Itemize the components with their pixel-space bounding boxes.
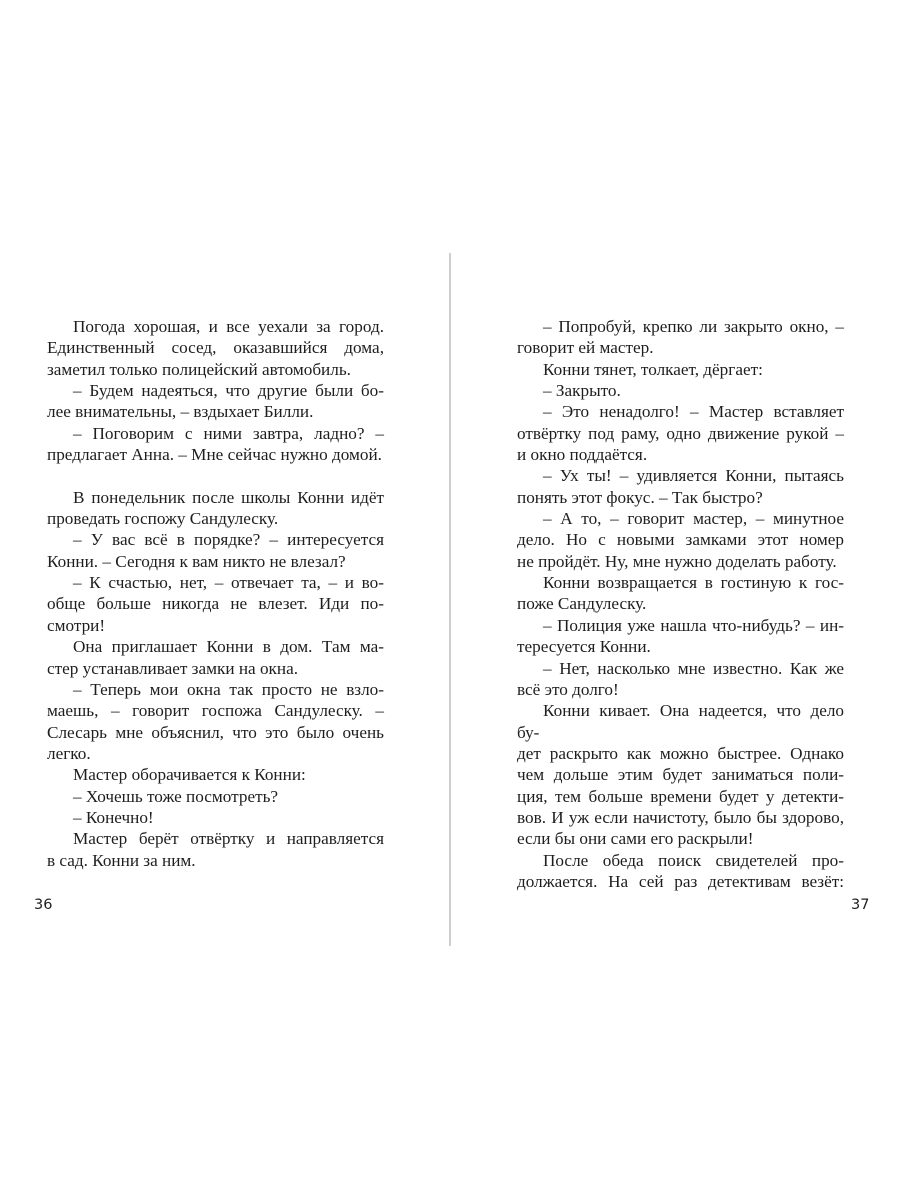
text-line: Мастер берёт отвёртку и направляется	[73, 829, 384, 849]
text-line: Погода хорошая, и все уехали за город.	[73, 317, 384, 336]
text-line: – Конечно!	[73, 807, 154, 827]
text-line: и окно поддаётся.	[517, 445, 648, 465]
text-line: – Хочешь тоже посмотреть?	[73, 786, 279, 806]
text-line: – Ух ты! – удивляется Конни, пытаясь	[543, 466, 844, 486]
text-line: – Теперь мои окна так просто не взло-	[73, 679, 384, 699]
paragraph	[47, 423, 384, 466]
text-line: дело. Но с новыми замками этот номер	[517, 530, 844, 550]
text-line: проведать госпожу Сандулеску.	[47, 509, 279, 529]
text-line: – А то, – говорит мастер, – минутное	[543, 509, 844, 529]
text-line: смотри!	[47, 615, 106, 635]
text-line: Мастер оборачивается к Конни:	[73, 765, 306, 785]
paragraph	[517, 850, 844, 893]
text-line: заметил только полицейский автомобиль.	[47, 359, 351, 379]
text-line: Конни кивает. Она надеется, что дело бу-	[517, 701, 844, 742]
left-page-text	[47, 316, 384, 871]
text-line: ция, тем больше времени будет у детекти-	[517, 786, 844, 806]
text-line: вов. И уж если начистоту, было бы здорово,	[517, 807, 844, 827]
paragraph	[517, 572, 844, 615]
text-line: легко.	[47, 743, 91, 763]
text-line: понять этот фокус. – Так быстро?	[517, 487, 763, 507]
text-line: предлагает Анна. – Мне сейчас нужно домой.	[47, 445, 382, 465]
text-line: – Это ненадолго! – Мастер вставляет	[543, 402, 844, 422]
text-line: отвёртку под раму, одно движение рукой –	[517, 423, 844, 443]
paragraph	[517, 700, 844, 849]
right-page-number: 37	[851, 897, 870, 913]
paragraph	[47, 572, 384, 636]
paragraph	[517, 465, 844, 508]
text-line: – Будем надеяться, что другие были бо-	[73, 381, 384, 401]
right-page	[450, 0, 900, 1200]
text-line: обще больше никогда не влезет. Иди по-	[47, 594, 384, 614]
text-line: – У вас всё в порядке? – интересуется	[73, 530, 384, 550]
text-line: – Закрыто.	[543, 381, 621, 401]
paragraph	[47, 786, 384, 807]
text-line: Единственный сосед, оказавшийся дома,	[47, 338, 384, 358]
text-line: Конни тянет, толкает, дёргает:	[543, 359, 763, 379]
paragraph	[47, 487, 384, 530]
paragraph	[47, 764, 384, 785]
text-line: В понедельник после школы Конни идёт	[73, 487, 384, 507]
paragraph	[517, 316, 844, 359]
text-line: тересуется Конни.	[517, 637, 651, 657]
paragraph	[517, 401, 844, 465]
paragraph	[517, 380, 844, 401]
text-line: в сад. Конни за ним.	[47, 850, 196, 870]
text-line: лее внимательны, – вздыхает Билли.	[47, 402, 314, 422]
text-line: – Полиция уже нашла что-нибудь? – ин-	[543, 615, 844, 635]
paragraph	[47, 636, 384, 679]
text-line: – Попробуй, крепко ли закрыто окно, –	[543, 317, 844, 336]
paragraph	[47, 807, 384, 828]
text-line: не пройдёт. Ну, мне нужно доделать работу.	[517, 551, 837, 571]
paragraph	[517, 615, 844, 658]
text-line: Она приглашает Конни в дом. Там ма-	[73, 637, 384, 657]
text-line: – Нет, насколько мне известно. Как же	[543, 658, 844, 678]
text-line: всё это долго!	[517, 679, 619, 699]
section-break	[47, 465, 384, 486]
paragraph	[47, 380, 384, 423]
text-line: После обеда поиск свидетелей про-	[543, 850, 844, 870]
text-line: – К счастью, нет, – отвечает та, – и во-	[73, 573, 384, 593]
text-line: чем дольше этим будет заниматься поли-	[517, 765, 844, 785]
paragraph	[47, 316, 384, 380]
text-line: поже Сандулеску.	[517, 594, 647, 614]
text-line: Конни. – Сегодня к вам никто не влезал?	[47, 551, 346, 571]
paragraph	[47, 679, 384, 764]
text-line: маешь, – говорит госпожа Сандулеску. –	[47, 701, 384, 721]
text-line: дет раскрыто как можно быстрее. Однако	[517, 743, 844, 763]
paragraph	[517, 359, 844, 380]
right-page-text	[517, 316, 844, 892]
text-line: – Поговорим с ними завтра, ладно? –	[73, 423, 384, 443]
text-line: Конни возвращается в гостиную к гос-	[543, 573, 844, 593]
text-line: Слесарь мне объяснил, что это было очень	[47, 722, 384, 742]
paragraph	[517, 508, 844, 572]
text-line: стер устанавливает замки на окна.	[47, 658, 299, 678]
paragraph	[47, 828, 384, 871]
left-page-number: 36	[34, 897, 53, 913]
paragraph	[47, 529, 384, 572]
paragraph	[517, 658, 844, 701]
text-line: если бы они сами его раскрыли!	[517, 829, 754, 849]
text-line: должается. На сей раз детективам везёт:	[517, 871, 844, 891]
text-line: говорит ей мастер.	[517, 338, 654, 358]
